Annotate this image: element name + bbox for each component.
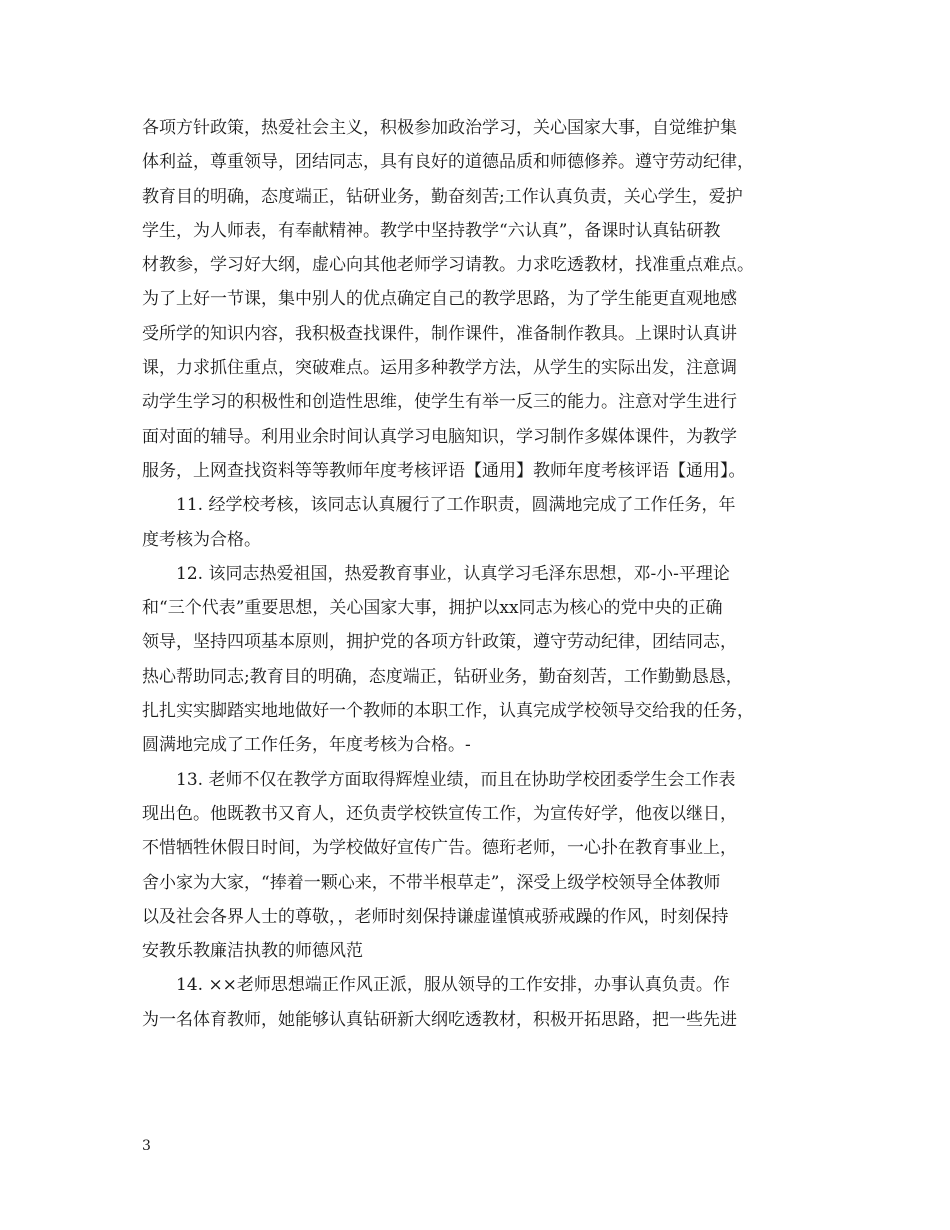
paragraph-14-start: 14. ××老师思想端正作风正派，服从领导的工作安排，办事认真负责。作 bbox=[176, 975, 730, 996]
text-line: 动学生学习的积极性和创造性思维，使学生有举一反三的能力。注意对学生进行 bbox=[142, 392, 737, 413]
text-line: 安教乐教廉洁执教的师德风范 bbox=[142, 941, 363, 962]
text-line: 服务，上网查找资料等等教师年度考核评语【通用】教师年度考核评语【通用】。 bbox=[142, 460, 746, 481]
text-line: 热心帮助同志;教育目的明确，态度端正，钻研业务，勤奋刻苦，工作勤勤恳恳， bbox=[142, 666, 743, 687]
text-line: 为一名体育教师，她能够认真钻研新大纲吃透教材，积极开拓思路，把一些先进 bbox=[142, 1009, 737, 1030]
paragraph-13-start: 13. 老师不仅在教学方面取得辉煌业绩，而且在协助学校团委学生会工作表 bbox=[176, 769, 736, 790]
text-line: 圆满地完成了工作任务，年度考核为合格。- bbox=[142, 735, 471, 756]
paragraph-11-start: 11. 经学校考核，该同志认真履行了工作职责，圆满地完成了工作任务，年 bbox=[176, 495, 736, 516]
text-line: 各项方针政策，热爱社会主义，积极参加政治学习，关心国家大事，自觉维护集 bbox=[142, 118, 737, 138]
text-line: 材教参，学习好大纲，虚心向其他老师学习请教。力求吃透教材，找准重点难点。 bbox=[142, 255, 754, 276]
text-line: 和“三个代表”重要思想，关心国家大事，拥护以xx同志为核心的党中央的正确 bbox=[142, 598, 723, 619]
text-line: 以及社会各界人士的尊敬，，老师时刻保持谦虚谨慎戒骄戒躁的作风，时刻保持 bbox=[142, 906, 729, 927]
text-line: 舍小家为大家，“捧着一颗心来，不带半根草走”，深受上级学校领导全体教师 bbox=[142, 872, 721, 893]
text-line: 扎扎实实脚踏实地地做好一个教师的本职工作，认真完成学校领导交给我的任务， bbox=[142, 701, 754, 722]
text-line: 受所学的知识内容，我积极查找课件，制作课件，准备制作教具。上课时认真讲 bbox=[142, 323, 737, 344]
text-line: 度考核为合格。 bbox=[142, 529, 261, 550]
text-line: 教育目的明确，态度端正，钻研业务，勤奋刻苦;工作认真负责，关心学生，爱护 bbox=[142, 186, 743, 207]
text-line: 学生，为人师表，有奉献精神。教学中坚持教学“六认真”，备课时认真钻研教 bbox=[142, 220, 721, 241]
body-text bbox=[142, 111, 822, 1037]
text-line: 体利益，尊重领导，团结同志，具有良好的道德品质和师德修养。遵守劳动纪律， bbox=[142, 152, 754, 173]
text-line: 为了上好一节课，集中别人的优点确定自己的教学思路，为了学生能更直观地感 bbox=[142, 289, 737, 310]
paragraph-12-start: 12. 该同志热爱祖国，热爱教育事业，认真学习毛泽东思想，邓-小-平理论 bbox=[176, 563, 730, 584]
text-line: 课，力求抓住重点，突破难点。运用多种教学方法，从学生的实际出发，注意调 bbox=[142, 358, 737, 379]
page-number: 3 bbox=[142, 1138, 151, 1154]
text-line: 现出色。他既教书又育人，还负责学校铁宣传工作，为宣传好学，他夜以继日， bbox=[142, 803, 737, 824]
text-line: 面对面的辅导。利用业余时间认真学习电脑知识，学习制作多媒体课件，为教学 bbox=[142, 426, 737, 447]
text-line: 不惜牺牲休假日时间，为学校做好宣传广告。德珩老师，一心扑在教育事业上， bbox=[142, 838, 737, 859]
text-line: 领导，坚持四项基本原则，拥护党的各项方针政策，遵守劳动纪律，团结同志， bbox=[142, 632, 737, 653]
